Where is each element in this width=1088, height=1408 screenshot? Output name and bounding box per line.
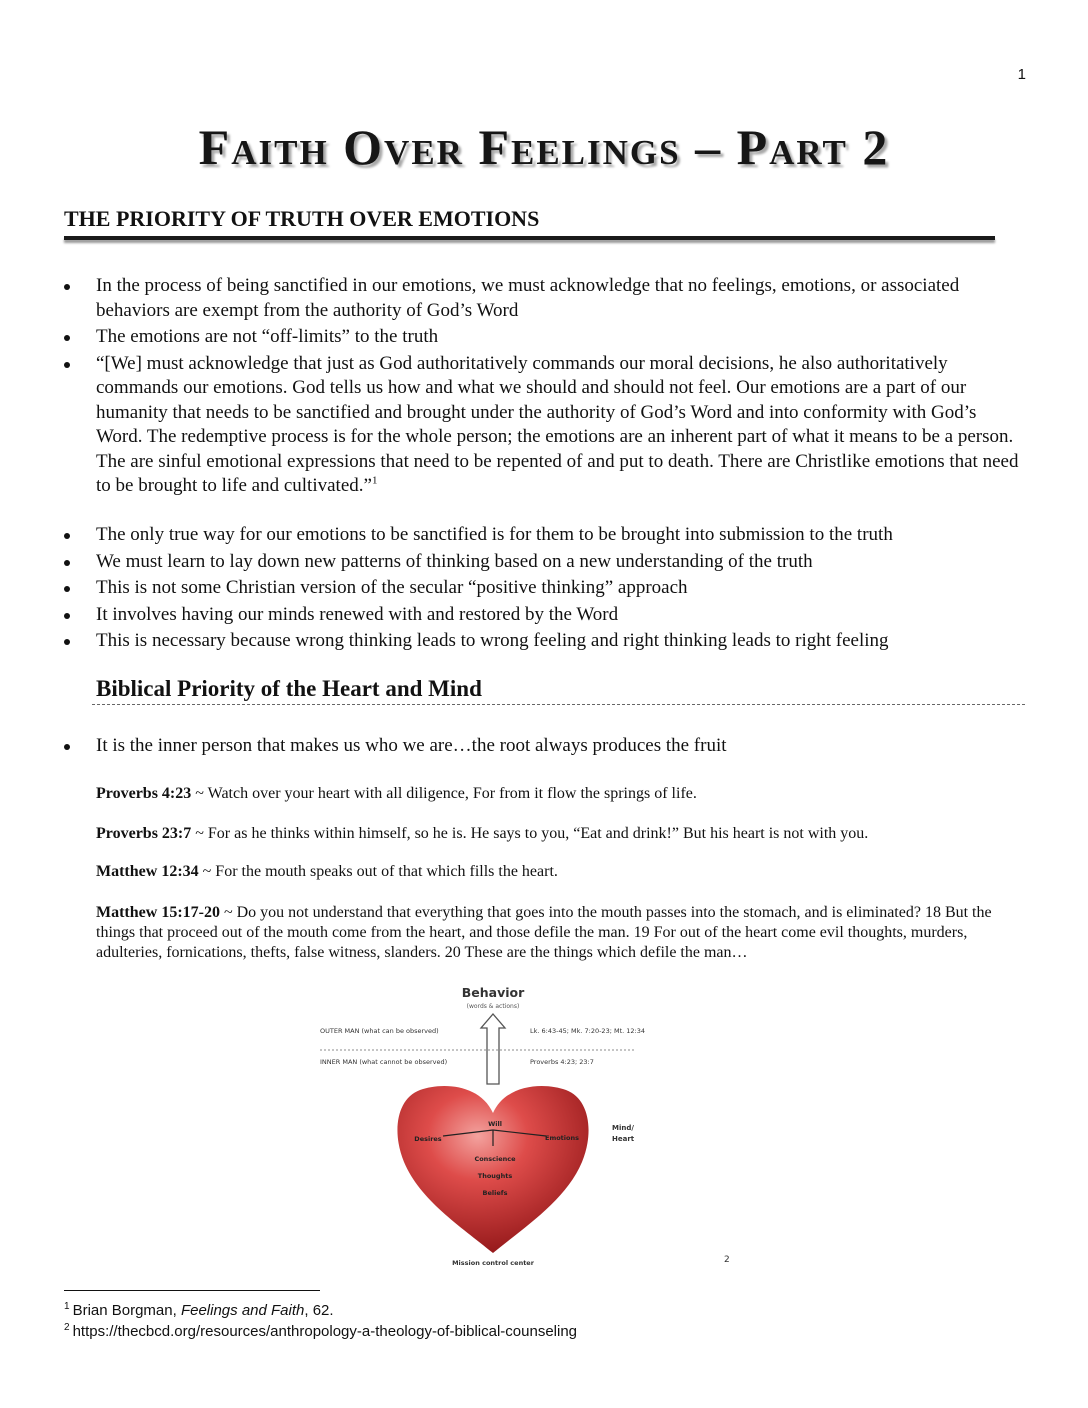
- bullet-icon: [64, 613, 70, 619]
- list-item: It involves having our minds renewed with and restored by the Word: [64, 603, 1024, 628]
- heart-mind-diagram: [310, 978, 730, 1270]
- list-item: This is not some Christian version of the secular “positive thinking” approach: [64, 576, 1024, 601]
- bullet-list-a: [64, 274, 1024, 501]
- list-item: We must learn to lay down new patterns of thinking based on a new understanding of the truth: [64, 550, 1024, 575]
- thoughts-label: Thoughts: [477, 1172, 513, 1180]
- mind-label: Mind/: [612, 1124, 634, 1132]
- list-item: In the process of being sanctified in our emotions, we must acknowledge that no feelings, emotions, or associated behaviors are exempt from the authority of God’s Word: [64, 274, 1024, 323]
- bullet-icon: [64, 586, 70, 592]
- heart-label: Heart: [612, 1135, 635, 1143]
- bullet-list-c: [64, 734, 1024, 761]
- diagram-caption: Mission control center: [452, 1259, 534, 1267]
- inner-man-references: Proverbs 4:23; 23:7: [530, 1058, 594, 1066]
- page-number: 1: [1017, 66, 1026, 83]
- section-heading: THE PRIORITY OF TRUTH OVER EMOTIONS: [64, 206, 540, 231]
- list-item: This is necessary because wrong thinking leads to wrong feeling and right thinking leads to right feeling: [64, 629, 1024, 654]
- bullet-icon: [64, 362, 70, 368]
- verse-matthew-12-34: Matthew 12:34 ~ For the mouth speaks out of that which fills the heart.: [96, 863, 558, 880]
- emotions-label: Emotions: [545, 1134, 579, 1142]
- bullet-icon: [64, 335, 70, 341]
- footnote-1: $^1$ Brian Borgman, Feelings and Faith, 62.: [64, 1301, 334, 1319]
- list-item: “[We] must acknowledge that just as God authoritatively commands our moral decisions, he also authoritatively commands our emotions. God tells us how and what we should and should not feel. Our emotions are a part of our humanity that needs to be sanctified and brought under the authority of God’s Word and into conformity with God’s Word. The redemptive process is for the whole person; the emotions are an inherent part of what it means to be a person. The are sinful emotional expressions that need to be repented of and put to death. There are Christlike emotions that need to be brought to life and cultivated.”$^1$: [64, 352, 1024, 499]
- footnote-link[interactable]: https://thecbcd.org/resources/anthropology-a-theology-of-biblical-counseling: [72, 1323, 578, 1340]
- bullet-list-b: [64, 523, 1024, 656]
- verse-proverbs-4-23: Proverbs 4:23 ~ Watch over your heart with all diligence, For from it flow the springs of life.: [96, 785, 697, 802]
- behavior-label: Behavior: [461, 985, 525, 1000]
- inner-man-label: INNER MAN (what cannot be observed): [320, 1058, 448, 1066]
- footnote-2: $^2$ https://thecbcd.org/resources/anthropology-a-theology-of-biblical-counseling: [64, 1322, 578, 1340]
- footnote-divider: [64, 1290, 320, 1291]
- heart-icon: [397, 1086, 588, 1253]
- list-item: The only true way for our emotions to be sanctified is for them to be brought into submission to the truth: [64, 523, 1024, 548]
- document-title: Faith Over Feelings – Part 2: [198, 119, 890, 175]
- behavior-sublabel: (words & actions): [466, 1003, 520, 1010]
- desires-label: Desires: [414, 1135, 442, 1143]
- subheading: Biblical Priority of the Heart and Mind: [96, 676, 482, 701]
- list-item: It is the inner person that makes us who we are…the root always produces the fruit: [64, 734, 1024, 759]
- verse-proverbs-23-7: Proverbs 23:7 ~ For as he thinks within himself, so he is. He says to you, “Eat and drink!” But his heart is not with you.: [96, 825, 869, 842]
- bullet-icon: [64, 744, 70, 750]
- section-divider: [64, 236, 995, 240]
- will-label: Will: [488, 1120, 502, 1128]
- bullet-icon: [64, 639, 70, 645]
- footnote-reference[interactable]: 1: [371, 474, 378, 487]
- outer-man-label: OUTER MAN (what can be observed): [320, 1027, 439, 1035]
- bullet-icon: [64, 284, 70, 290]
- diagram-footnote-reference[interactable]: 2: [724, 1255, 730, 1265]
- outer-man-references: Lk. 6:43-45; Mk. 7:20-23; Mt. 12:34: [530, 1027, 645, 1035]
- up-arrow-icon: [481, 1014, 505, 1084]
- list-item: The emotions are not “off-limits” to the truth: [64, 325, 1024, 350]
- conscience-label: Conscience: [474, 1155, 516, 1163]
- verse-matthew-15-17-20: Matthew 15:17-20 ~ Do you not understand that everything that goes into the mouth passes into the stomach, and is eliminated? 18 But the things that proceed out of the mouth come from the heart, and those defile the man. 19 For out of the heart come evil thoughts, murders, adulteries, fornications, thefts, false witness, slanders. 20 These are the things which defile the man…: [96, 904, 992, 961]
- subheading-divider: [92, 704, 1025, 705]
- beliefs-label: Beliefs: [482, 1189, 508, 1197]
- bullet-icon: [64, 533, 70, 539]
- bullet-icon: [64, 560, 70, 566]
